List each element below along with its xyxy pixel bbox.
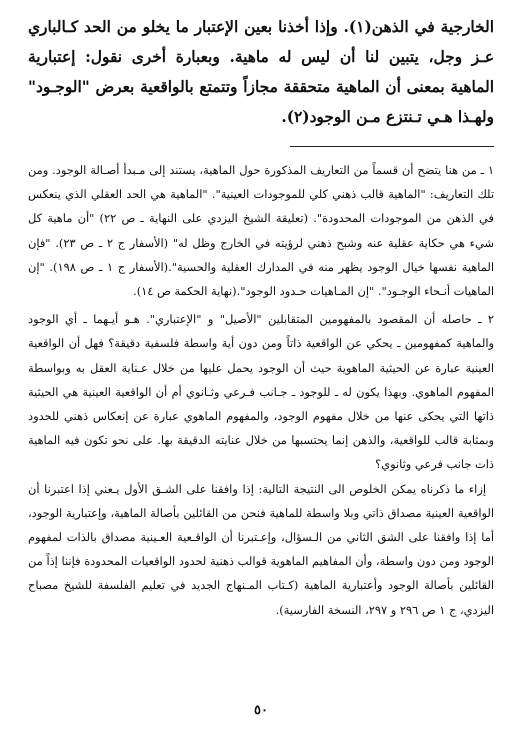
footnote-2 (28, 307, 494, 622)
page-number: ٥٠ (254, 703, 268, 718)
footnote-1 (28, 158, 494, 303)
footnotes-section (28, 158, 494, 622)
footnote-2-continuation: إزاء ما ذكرناه يمكن الخلوص الى النتيجة التالية: إذا وافقنا على الشـق الأول يـعني إذا اعتبرنا أن الواقعية العينية مصداق ذاتي وبلا واسطة للماهية فنحن من القائلين بأصالة الماهية، وإعتبارية الوجود، أما إذا وافقنا على الشق الثاني من الـسؤال، وإعـتبرنا أن الواقـعية العـينية مصداق بالذات لمفهوم الوجود ومن دون واسطة، وأن المفاهيم الماهوية قوالب ذهنية لحدود الواقعيات المحدودة فإننا إذاً من القائلين بأصالة الوجود وأعتبارية الماهية (كـتاب المـنهاج الجديد في تعليم الفلسفة للشيخ مصباح اليزدي، ج ١ ص ٢٩٦ و ٢٩٧، النسخة الفارسية). (28, 481, 494, 617)
footnote-2-text: ٢ ـ حاصله أن المقصود بالمفهومين المتقابلين "الأصيل" و "الإعتباري". هـو أيـهما ـ أي الوجود والماهية كمفهومين ـ يحكي عن الواقعية ذاتاً ومن دون أية واسطة فلسفية دقيقة؟ فهل أن الواقعية العينية عبارة عن الحيثية الماهوية حيث أن الوجود يحمل عليها من خلال عـناية العقل به وبواسطة المفهوم الماهوي. وبهذا يكون له ـ للوجود ـ جـانب فـرعي وثـانوي أم أن الواقعية العينية هي الحيثية ذاتها التي يحكى عنها من خلال مفهوم الوجود، والمفهوم الماهوي عبارة عن إنعكاس ذهني للحدود وبمثابة قالب للواقعية، والذهن إنما يحتسبها من خلال عنايته الدقيقة بها. على نحو تكون فيه الماهية ذات جانب فرعي وثانوي؟ (28, 312, 494, 472)
main-paragraph: الخارجية في الذهن(١). وإذا أخذنا بعين الإعتبار ما يخلو من الحد كـالباري عـز وجل، يتبين لنا أن ليس له ماهية. وبعبارة أخرى نقول: إعتبارية الماهية بمعنى أن الماهية متحققة مجازاً وتتمتع بالواقعية بعرض "الوجـود" ولهـذا هـي تـنتزع مـن الوجود(٢). (28, 18, 494, 126)
book-page (28, 12, 494, 718)
footnote-1-text: ١ ـ من هنا يتضح أن قسماً من التعاريف المذكورة حول الماهية، يستند إلى مـبدأ أصـالة الوجود. ومن تلك التعاريف: "الماهية قالب ذهني كلي للموجودات العينية". "الماهية هي الحد العقلي الذي ينعكس في الذهن من الموجودات المحدودة". (تعليقة الشيخ اليزدي على النهاية ـ ص ٢٢) "أن ماهية كل شيء هي حكاية عقلية عنه وشبح ذهني لرؤيته في الخارج وظل له" (الأسفار ج ٢ ـ ص ٢٣). "فإن الماهية نفسها خيال الوجود يظهر منه في المدارك العقلية والحسية".(الأسفار ج ١ ـ ص ١٩٨). "إن الماهيات أنـحاء الوجـود". "إن المـاهيات حـدود الوجود".(نهاية الحكمة ص ١٤). (28, 163, 494, 299)
footnote-divider (290, 146, 494, 147)
